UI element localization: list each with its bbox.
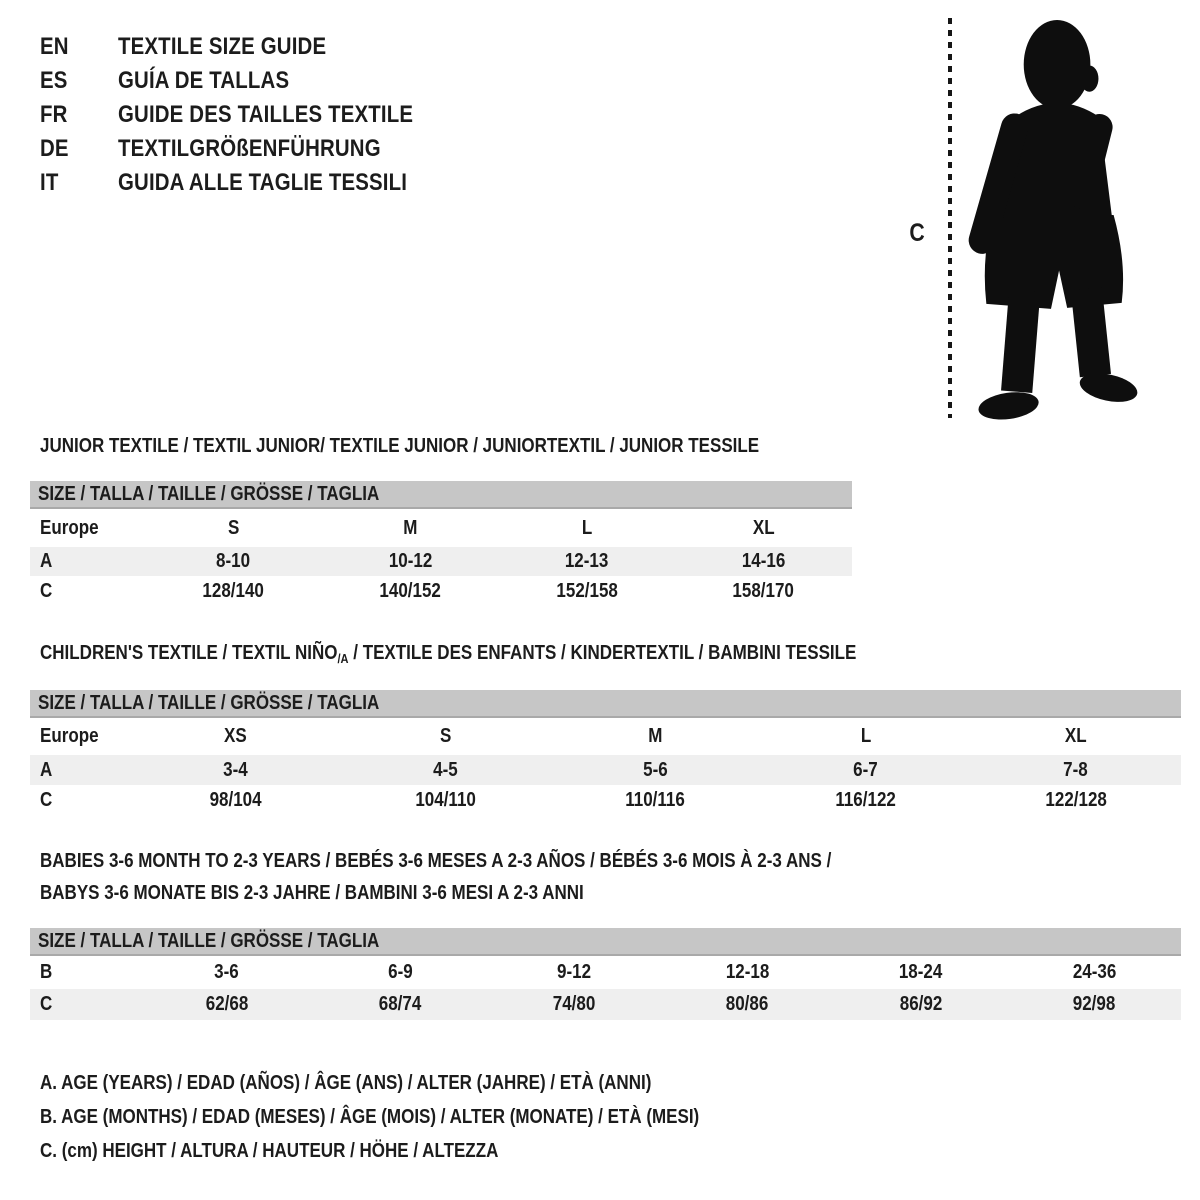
cell-value: 122/128 <box>1045 788 1107 811</box>
table-row-height <box>30 576 852 606</box>
babies-table-title-line2: BABYS 3-6 MONATE BIS 2-3 JAHRE / BAMBINI 3-6 MESI A 2-3 ANNI <box>40 881 584 904</box>
language-code: ES <box>40 67 68 94</box>
cell-value: 158/170 <box>732 579 795 602</box>
toddler-silhouette-icon <box>966 16 1138 420</box>
size-header-cell: XL <box>1065 725 1087 747</box>
cell-value: 104/110 <box>415 788 476 811</box>
babies-table <box>30 956 1181 1020</box>
guide-title: TEXTILGRÖßENFÜHRUNG <box>118 135 381 162</box>
row-label: Europe <box>40 725 99 747</box>
row-label: A <box>40 550 53 572</box>
height-measure-label: C <box>909 219 925 247</box>
cell-value: 18-24 <box>899 961 943 983</box>
table-header-row <box>30 718 1181 755</box>
cell-value: 92/98 <box>1072 993 1116 1015</box>
cell-value: 62/68 <box>205 993 249 1015</box>
cell-value: 86/92 <box>899 993 943 1015</box>
cell-value: 24-36 <box>1072 961 1116 983</box>
cell-value: 12-18 <box>725 961 769 983</box>
cell-value: 110/116 <box>625 788 686 811</box>
cell-value: 7-8 <box>1063 758 1089 781</box>
table-row-age <box>30 547 852 576</box>
cell-value: 80/86 <box>725 993 769 1015</box>
language-row <box>40 30 465 64</box>
row-label: C <box>40 579 53 602</box>
row-label: Europe <box>40 516 99 539</box>
cell-value: 9-12 <box>556 961 591 983</box>
title-subscript: /A <box>337 651 349 666</box>
size-header-cell: L <box>860 725 871 747</box>
cell-value: 128/140 <box>202 579 265 602</box>
legend-item-age-months: B. AGE (MONTHS) / EDAD (MESES) / ÂGE (MOIS) / ALTER (MONATE) / ETÀ (MESI) <box>40 1105 700 1128</box>
guide-title: GUÍA DE TALLAS <box>118 67 290 94</box>
legend-item-height: C. (cm) HEIGHT / ALTURA / HAUTEUR / HÖHE / ALTEZZA <box>40 1139 499 1162</box>
language-row <box>40 64 465 98</box>
cell-value: 10-12 <box>388 550 432 572</box>
language-row <box>40 132 465 166</box>
guide-title: GUIDE DES TAILLES TEXTILE <box>118 101 414 128</box>
cell-value: 5-6 <box>643 758 668 781</box>
junior-size-band: SIZE / TALLA / TAILLE / GRÖSSE / TAGLIA <box>30 481 852 509</box>
language-code: EN <box>40 33 69 60</box>
legend-item-age-years: A. AGE (YEARS) / EDAD (AÑOS) / ÂGE (ANS) / ALTER (JAHRE) / ETÀ (ANNI) <box>40 1071 652 1094</box>
language-header <box>40 30 465 200</box>
language-code: FR <box>40 101 68 128</box>
size-header-cell: M <box>648 725 663 747</box>
cell-value: 68/74 <box>378 993 422 1015</box>
cell-value: 4-5 <box>432 758 458 781</box>
cell-value: 6-9 <box>387 961 413 983</box>
children-table-title: CHILDREN'S TEXTILE / TEXTIL $NIÑO_{/A}$ / TEXTILE DES ENFANTS / KINDERTEXTIL / BAMBINI TESSILE <box>40 642 857 666</box>
cell-value: 3-4 <box>222 758 248 781</box>
table-row-height <box>30 989 1181 1020</box>
cell-value: 12-13 <box>565 550 609 572</box>
legend <box>40 1066 816 1168</box>
junior-table-title: JUNIOR TEXTILE / TEXTIL JUNIOR/ TEXTILE JUNIOR / JUNIORTEXTIL / JUNIOR TESSILE <box>40 434 760 457</box>
children-size-band: SIZE / TALLA / TAILLE / GRÖSSE / TAGLIA <box>30 690 1181 718</box>
cell-value: 98/104 <box>209 788 262 811</box>
size-header-cell: XL <box>752 516 775 539</box>
table-row-height <box>30 785 1181 815</box>
guide-title: TEXTILE SIZE GUIDE <box>118 33 327 60</box>
row-label: B <box>40 961 53 983</box>
cell-value: 140/152 <box>379 579 441 602</box>
size-header-cell: XS <box>223 725 247 747</box>
row-label: C <box>40 993 53 1015</box>
size-header-cell: M <box>403 516 418 539</box>
language-row <box>40 98 465 132</box>
cell-value: 8-10 <box>216 550 251 572</box>
language-row <box>40 166 465 200</box>
cell-value: 116/122 <box>835 788 896 811</box>
guide-title: GUIDA ALLE TAGLIE TESSILI <box>118 169 408 196</box>
children-table <box>30 718 1181 815</box>
cell-value: 3-6 <box>214 961 240 983</box>
cell-value: 6-7 <box>853 758 878 781</box>
row-label: A <box>40 758 53 781</box>
language-code: IT <box>40 169 59 196</box>
language-code: DE <box>40 135 69 162</box>
size-header-cell: S <box>227 516 240 539</box>
cell-value: 14-16 <box>741 550 786 572</box>
table-row-months <box>30 956 1181 989</box>
table-row-age <box>30 755 1181 785</box>
cell-value: 74/80 <box>552 993 596 1015</box>
table-header-row <box>30 509 852 547</box>
row-label: C <box>40 788 53 811</box>
babies-size-band: SIZE / TALLA / TAILLE / GRÖSSE / TAGLIA <box>30 928 1181 956</box>
height-measure-dashed-line <box>948 18 952 418</box>
size-header-cell: S <box>439 725 451 747</box>
size-header-cell: L <box>581 516 593 539</box>
cell-value: 152/158 <box>556 579 618 602</box>
junior-table <box>30 509 852 606</box>
babies-table-title-line1: BABIES 3-6 MONTH TO 2-3 YEARS / BEBÉS 3-6 MESES A 2-3 AÑOS / BÉBÉS 3-6 MOIS À 2-3 ANS / <box>40 849 832 872</box>
